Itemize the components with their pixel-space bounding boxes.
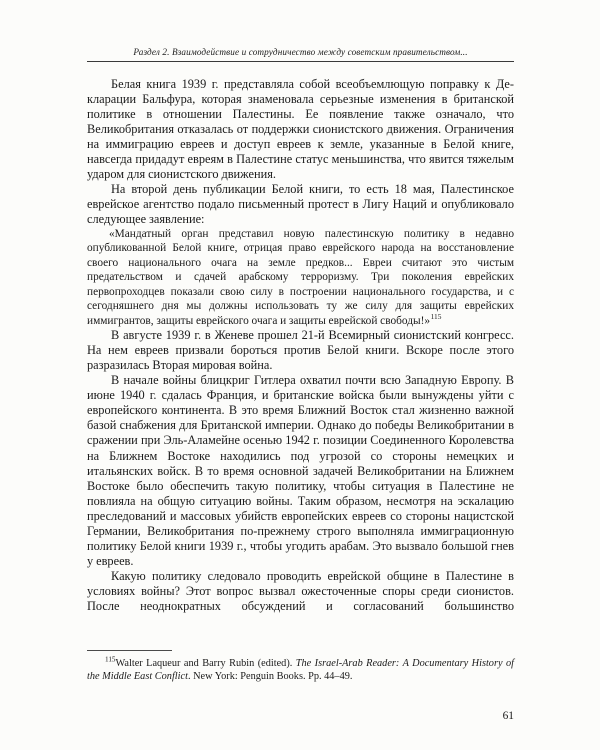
page-number: 61 (502, 710, 514, 722)
header-rule (87, 61, 514, 62)
running-header: Раздел 2. Взаимодействие и сотрудничество между советским правительством... (133, 47, 468, 57)
body-paragraph: Белая книга 1939 г. представляла собой всеобъемлющую поправку к Декларации Бальфура, которая знаменовала серьезные изменения в британской политике в отношении Палестины. Ее появление также означало, что Великобритания отказалась от поддержки сионистского движения. Ограничения на иммиграцию евреев и доступ евреев к земле, указанные в Белой книге, навсегда придадут евреям в Палестине статус меньшинства, что явится тяжелым ударом для сионистского движения. (87, 76, 514, 181)
footnote-title: The Israel-Arab Reader: A Documentary History of the Middle East Conflict (87, 658, 514, 683)
body-paragraph: На второй день публикации Белой книги, то есть 18 мая, Палестинское еврейское агентство подало письменный протест в Лигу Наций и опубликовало следующее заявление: (87, 181, 514, 226)
block-quote (87, 227, 514, 328)
page-content (87, 46, 514, 614)
block-quote-text: «Мандатный орган представил новую палестинскую политику в недавно опубликованной Белой книге, отрицая право еврейского народа на восстановление своего национального очага на земле предков... Евреи считают это чистым предательством и сдачей арабскому терроризму. Три поколения еврейских первопроходцев показали свою силу в построении национального государства, и с сегодняшнего дня мы должны использовать ту же силу для защиты еврейских иммигрантов, защиты еврейского очага и защиты еврейской свободы!» (87, 227, 514, 327)
footnote-separator-rule (87, 650, 172, 651)
body-paragraph: В начале войны блицкриг Гитлера охватил почти всю Западную Европу. В июне 1940 г. сдалась Франция, и британские войска были вынуждены уйти с европейского континента. В это время Ближний Восток стал жизненно важной базой снабжения для Британской империи. Однако до победы Великобритании в сражении при Эль-Аламейне осенью 1942 г. позиции Соединенного Королевства на Ближнем Востоке находились под угрозой со стороны немецких и итальянских войск. В то время основной задачей Великобритании на Ближнем Востоке было обеспечить такую политику, чтобы ситуация в Палестине не повлияла на общую ситуацию войны. Таким образом, несмотря на эскалацию преследований и массовых убийств европейских евреев со стороны нацистской Германии, Великобритания по-прежнему строго выполняла иммиграционную политику Белой книги 1939 г., чтобы угодить арабам. Это вызвало большой гнев у евреев. (87, 373, 514, 568)
body-paragraph: В августе 1939 г. в Женеве прошел 21-й Всемирный сионистский конгресс. На нем евреев призвали бороться против Белой книги. Вскоре после этого разразилась Вторая мировая война. (87, 328, 514, 373)
footnote-entry (87, 657, 514, 684)
footnote-area (87, 650, 514, 684)
footnote-publication: . New York: Penguin Books. Pp. 44–49. (187, 671, 353, 683)
footnote-author: Walter Laqueur and Barry Rubin (edited). (115, 658, 296, 669)
footnote-reference[interactable]: 115 (430, 311, 442, 321)
body-paragraph: Какую политику следовало проводить еврейской общине в Палестине в условиях войны? Этот вопрос вызвал ожесточенные споры среди сионистов. После неоднократных обсуждений и согласований большинство (87, 568, 514, 613)
footnote-number: 115 (105, 655, 116, 664)
